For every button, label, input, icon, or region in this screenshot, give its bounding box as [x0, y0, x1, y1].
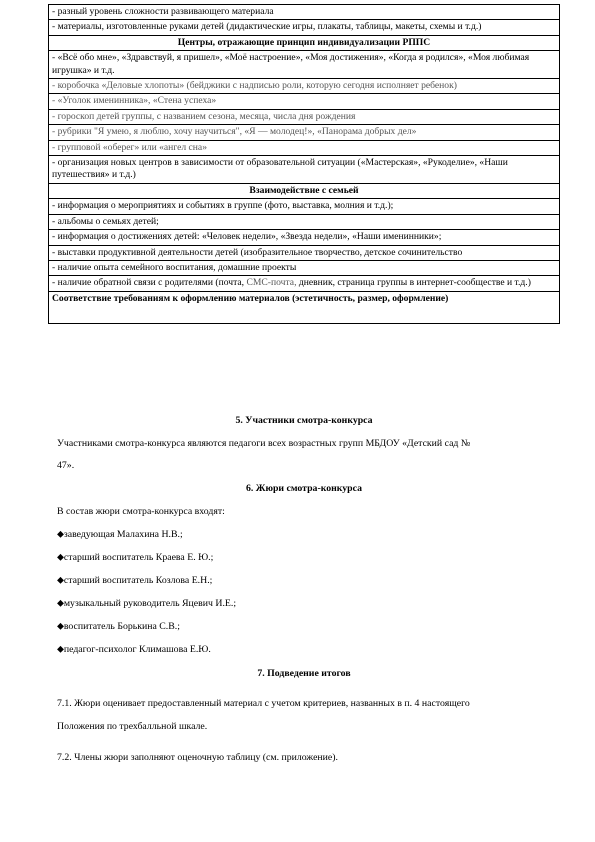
bullet-icon: ⬥: [57, 644, 64, 655]
bullet-icon: ⬥: [57, 529, 64, 540]
jury-member: ⬥педагог-психолог Климашова Е.Ю.: [57, 644, 211, 655]
jury-intro: В состав жюри смотра-конкурса входят:: [57, 506, 225, 517]
jury-member: ⬥старший воспитатель Козлова Е.Н.;: [57, 575, 213, 586]
table-section-header: Взаимодействие с семьей: [49, 183, 560, 198]
table-row: - разный уровень сложности развивающего материала: [49, 5, 560, 20]
bullet-icon: ⬥: [57, 552, 64, 563]
table-row: - групповой «оберег» или «ангел сна»: [49, 140, 560, 155]
section-5-text-line2: 47».: [57, 460, 75, 471]
table-row: - материалы, изготовленные руками детей (дидактические игры, плакаты, таблицы, макеты, схемы и т.д.): [49, 20, 560, 35]
table-row: - «Уголок именинника», «Стена успеха»: [49, 94, 560, 109]
table-row: [49, 276, 560, 291]
jury-member: ⬥заведующая Малахина Н.В.;: [57, 529, 183, 540]
table-row: - коробочка «Деловые хлопоты» (бейджики с надписью роли, которую сегодня исполняет ребенок): [49, 79, 560, 94]
jury-member: ⬥музыкальный руководитель Яцевич И.Е.;: [57, 598, 237, 609]
table-row: - наличие опыта семейного воспитания, домашние проекты: [49, 260, 560, 275]
criteria-table: [48, 4, 560, 324]
table-row: - «Всё обо мне», «Здравствуй, я пришел», «Моё настроение», «Моя достижения», «Когда я родился», «Моя любимая игрушка» и т.д.: [49, 51, 560, 79]
row-text: дневник, страница группы в интернет-сообществе и т.д.): [296, 277, 531, 289]
row-text: - наличие обратной связи с родителями (почта,: [52, 277, 247, 289]
jury-member: ⬥воспитатель Борькина С.В.;: [57, 621, 180, 632]
bullet-icon: ⬥: [57, 621, 64, 632]
table-row: - альбомы о семьях детей;: [49, 214, 560, 229]
table-row: - выставки продуктивной деятельности детей (изобразительное творчество, детское сочинительство: [49, 245, 560, 260]
section-7-p1-line2: Положения по трехбалльной шкале.: [57, 721, 208, 732]
table-row: - информация о достижениях детей: «Человек недели», «Звезда недели», «Наши именинники»;: [49, 230, 560, 245]
section-5-title: 5. Участники смотра-конкурса: [235, 415, 373, 426]
bullet-icon: ⬥: [57, 575, 64, 586]
section-7-p2: 7.2. Члены жюри заполняют оценочную таблицу (см. приложение).: [57, 752, 338, 763]
jury-member: ⬥старший воспитатель Краева Е. Ю.;: [57, 552, 214, 563]
table-row: - организация новых центров в зависимости от образовательной ситуации («Мастерская», «Рукоделие», «Наши путешествия» и т.д.): [49, 156, 560, 184]
table-row: Соответствие требованиям к оформлению материалов (эстетичность, размер, оформление): [49, 291, 560, 323]
table-row: - гороскоп детей группы, с названием сезона, месяца, числа дня рождения: [49, 109, 560, 124]
section-5-text-line1: Участниками смотра-конкурса являются педагоги всех возрастных групп МБДОУ «Детский сад №: [57, 438, 471, 449]
section-7-p1-line1: 7.1. Жюри оценивает предоставленный материал с учетом критериев, названных в п. 4 настоящего: [57, 698, 470, 709]
bullet-icon: ⬥: [57, 598, 64, 609]
table-section-header: Центры, отражающие принцип индивидуализации РППС: [49, 35, 560, 50]
row-text-sms: СМС-почта,: [246, 277, 297, 289]
table-row: - рубрики "Я умею, я люблю, хочу научиться", «Я — молодец!», «Панорама добрых дел»: [49, 125, 560, 140]
section-6-title: 6. Жюри смотра-конкурса: [246, 483, 362, 494]
table-row: - информация о мероприятиях и событиях в группе (фото, выставка, молния и т.д.);: [49, 199, 560, 214]
section-7-title: 7. Подведение итогов: [257, 668, 351, 679]
